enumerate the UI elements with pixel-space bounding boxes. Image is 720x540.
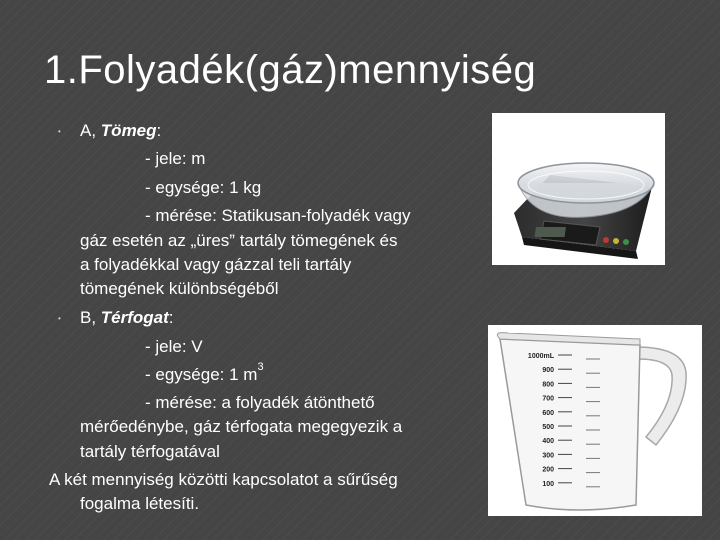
cup-scale-label: 400 xyxy=(542,438,554,446)
cup-scale-label: 1000mL xyxy=(527,353,554,360)
volume-term: Térfogat xyxy=(100,308,169,327)
mass-colon: : xyxy=(156,121,162,140)
volume-measure-line: - mérése: a folyadék átönthető xyxy=(145,393,375,412)
volume-colon: : xyxy=(168,308,174,327)
volume-unit-exponent: 3 xyxy=(257,361,264,373)
mass-unit-line: - egysége: 1 kg xyxy=(145,178,262,197)
cup-scale-label: 600 xyxy=(542,409,554,417)
mass-measure-line: - mérése: Statikusan-folyadék vagy xyxy=(145,206,411,225)
cup-scale-label: 800 xyxy=(542,381,554,389)
volume-heading xyxy=(80,307,174,328)
kitchen-scale-image xyxy=(492,113,665,265)
mass-measure-line: gáz esetén az „üres” tartály tömegének és xyxy=(80,231,398,250)
cup-scale-label: 300 xyxy=(542,452,554,460)
volume-symbol-line: - jele: V xyxy=(145,337,203,356)
slide-title: 1.Folyadék(gáz)mennyiség xyxy=(44,48,537,92)
mass-measure-line: tömegének különbségéből xyxy=(80,279,279,298)
cup-scale-label: 500 xyxy=(542,424,554,431)
volume-measure-line: mérőedénybe, gáz térfogata megegyezik a xyxy=(80,417,403,436)
mass-measure-line: a folyadékkal vagy gázzal teli tartály xyxy=(80,255,352,274)
volume-unit-line xyxy=(145,361,264,385)
bullet-volume: • xyxy=(58,314,61,323)
volume-prefix: B, xyxy=(80,308,101,327)
mass-heading xyxy=(80,120,161,141)
mass-symbol-line: - jele: m xyxy=(145,149,206,168)
cup-scale-label: 900 xyxy=(542,367,554,375)
volume-unit-text: - egysége: 1 m xyxy=(145,365,258,384)
cup-scale-label: 200 xyxy=(542,466,554,474)
measuring-cup-image xyxy=(488,325,702,516)
cup-scale-label: 700 xyxy=(542,395,554,403)
mass-term: Tömeg xyxy=(100,121,157,140)
closing-line: A két mennyiség közötti kapcsolatot a sűrűség xyxy=(49,470,398,489)
volume-measure-line: tartály térfogatával xyxy=(80,442,220,461)
closing-line: fogalma létesíti. xyxy=(80,494,200,513)
mass-prefix: A, xyxy=(80,121,101,140)
bullet-mass: • xyxy=(58,127,61,136)
cup-scale-label: 100 xyxy=(542,480,554,488)
